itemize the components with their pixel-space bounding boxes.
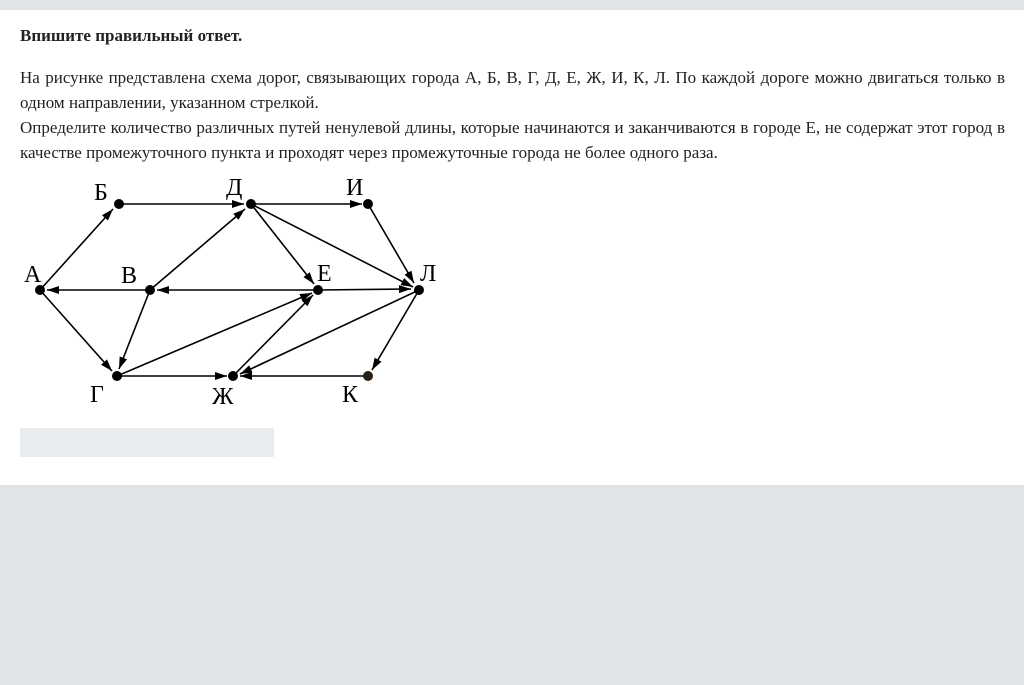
- city-node-d: [246, 199, 256, 209]
- road-l-zh: [240, 290, 419, 374]
- road-graph-diagram: [0, 170, 480, 420]
- road-e-l: [318, 289, 411, 290]
- city-label-g: Г: [90, 382, 104, 408]
- answer-input[interactable]: [20, 428, 274, 457]
- road-v-d: [150, 209, 245, 290]
- road-l-k: [372, 290, 419, 370]
- task-instruction: Впишите правильный ответ.: [20, 26, 243, 45]
- city-label-i: И: [346, 175, 364, 201]
- city-node-g: [112, 371, 122, 381]
- road-d-l: [251, 204, 413, 287]
- task-text: [20, 65, 1005, 165]
- city-node-zh: [228, 371, 238, 381]
- road-d-e: [251, 204, 314, 284]
- road-zh-e: [233, 295, 313, 376]
- road-a-g: [40, 290, 112, 371]
- city-label-zh: Ж: [212, 384, 234, 410]
- city-label-k: К: [342, 382, 359, 408]
- task-paragraph-1: На рисунке представлена схема дорог, связывающих города А, Б, В, Г, Д, Е, Ж, И, К, Л. По каждой дороге можно двигаться только в одном направлении, указанном стрелкой.: [20, 68, 1005, 112]
- city-node-k: [363, 371, 373, 381]
- task-paragraph-2: Определите количество различных путей ненулевой длины, которые начинаются и заканчиваются в городе Е, не содержат этот город в качестве промежуточного пункта и проходят через промежуточные города не более одного раза.: [20, 118, 1005, 162]
- city-label-a: А: [24, 262, 42, 288]
- city-node-b: [114, 199, 124, 209]
- road-i-l: [368, 204, 414, 283]
- city-node-i: [363, 199, 373, 209]
- city-label-e: Е: [317, 261, 332, 287]
- road-g-e: [117, 293, 312, 376]
- city-label-b: Б: [94, 180, 108, 206]
- city-label-v: В: [121, 263, 138, 289]
- city-node-v: [145, 285, 155, 295]
- task-card: [0, 10, 1024, 485]
- city-label-d: Д: [226, 175, 243, 201]
- road-a-b: [40, 209, 113, 290]
- city-label-l: Л: [420, 261, 437, 287]
- road-v-g: [119, 290, 150, 369]
